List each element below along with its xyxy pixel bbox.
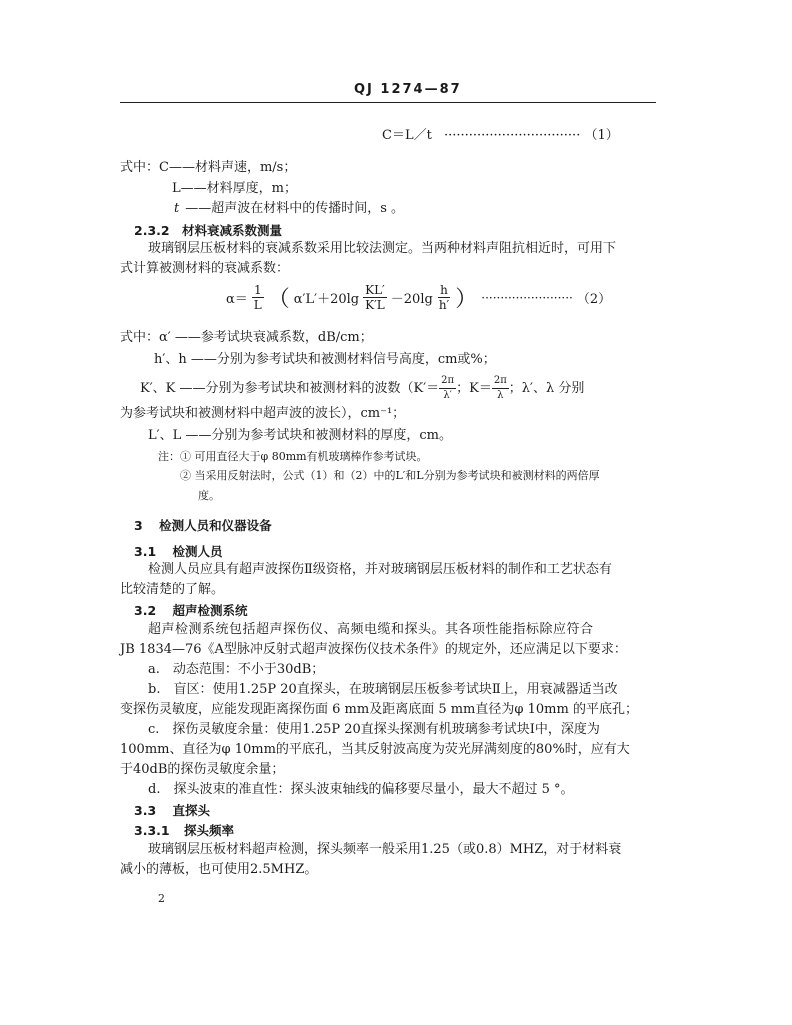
formula-2-term-2: －20lg bbox=[390, 292, 433, 307]
section-3-3-1-number: 3.3.1 bbox=[134, 823, 170, 838]
section-3-2-item-b-line-1: b. 盲区：使用1.25P 20直探头，在玻璃钢层压板参考试块Ⅱ上，用衰减器适当改 bbox=[148, 682, 618, 697]
where-2-k-fraction-2 bbox=[492, 374, 509, 403]
formula-2-fraction-1 bbox=[252, 283, 264, 312]
section-3-1-para-1: 检测人员应具有超声波探伤Ⅱ级资格，并对玻璃钢层压板材料的制作和工艺状态有 bbox=[148, 562, 612, 577]
section-3-1-para-2: 比较清楚的了解。 bbox=[120, 582, 225, 597]
note-1 bbox=[158, 448, 428, 464]
section-2-3-2-para-1: 玻璃钢层压板材料的衰减系数采用比较法测定。当两种材料声阻抗相近时，可用下 bbox=[148, 241, 617, 256]
formula-2-f3-num: h bbox=[440, 283, 448, 297]
where-2-k-f1-num: 2π bbox=[439, 374, 456, 389]
formula-2-f1-den: L bbox=[253, 298, 262, 312]
where-2-line-k bbox=[140, 374, 584, 403]
formula-2-f1-num: 1 bbox=[253, 283, 262, 297]
formula-2-leader: ························ bbox=[481, 290, 573, 305]
where-1-sym-c: C bbox=[159, 160, 169, 175]
where-1-line-c bbox=[120, 160, 296, 176]
section-3-2-item-c-line-1: c. 探伤灵敏度余量：使用1.25P 20直探头探测有机玻璃参考试块Ⅰ中，深度为 bbox=[148, 722, 600, 737]
where-2-k-f1-den: λ′ bbox=[443, 390, 452, 401]
section-2-3-2-para-2: 式计算被测材料的衰减系数： bbox=[120, 261, 290, 276]
note-1-text: ① 可用直径大于φ 80mm有机玻璃棒作参考试块。 bbox=[180, 450, 428, 463]
formula-1-number: （1） bbox=[584, 128, 619, 143]
formula-2 bbox=[226, 282, 611, 313]
formula-1-leader: ································· bbox=[443, 128, 581, 143]
section-3-2-heading bbox=[134, 601, 248, 619]
section-3-3-1-title: 探头频率 bbox=[183, 823, 234, 838]
section-3-3-1-para-1: 玻璃钢层压板材料超声检测，探头频率一般采用1.25（或0.8）MHZ，对于材料衰 bbox=[148, 842, 622, 857]
section-3-3-1-para-2: 减小的薄板，也可使用2.5MHZ。 bbox=[120, 862, 318, 877]
section-3-2-title: 超声检测系统 bbox=[172, 603, 248, 618]
section-3-1-heading bbox=[134, 542, 223, 560]
formula-1-text: C＝L／t bbox=[382, 128, 432, 143]
note-2-line-1: ② 当采用反射法时，公式（1）和（2）中的L′和L分别为参考试块和被测材料的两倍厚 bbox=[180, 469, 600, 482]
note-label: 注： bbox=[158, 450, 180, 463]
section-3-3-number: 3.3 bbox=[134, 803, 157, 818]
where-2-alpha: α′ ——参考试块衰减系数，dB/cm； bbox=[159, 330, 373, 345]
section-3-2-para-2: JB 1834—76《A型脉冲反射式超声波探伤仪技术条件》的规定外，还应满足以下要求： bbox=[120, 642, 627, 657]
formula-2-term-1: α′L′＋20lg bbox=[293, 292, 360, 307]
note-2-line-2: 度。 bbox=[198, 489, 220, 502]
formula-1 bbox=[382, 128, 619, 144]
where-2-k-f2-num: 2π bbox=[492, 374, 509, 389]
where-2-label: 式中： bbox=[120, 330, 160, 345]
section-3-heading bbox=[134, 516, 272, 534]
where-1-line-l bbox=[172, 181, 297, 197]
where-1-desc-c: ——材料声速，m/s； bbox=[168, 160, 297, 175]
page-number: 2 bbox=[158, 892, 165, 905]
where-2-line-k-2: 为参考试块和被测材料中超声波的波长），cm⁻¹； bbox=[120, 406, 406, 421]
section-3-2-item-c-line-2: 100mm、直径为φ 10mm的平底孔，当其反射波高度为荧光屏满刻度的80%时，应有大 bbox=[120, 742, 630, 757]
formula-2-open-paren: （ bbox=[267, 287, 290, 312]
where-1-line-t bbox=[174, 201, 404, 217]
where-2-k-fraction-1 bbox=[439, 374, 456, 403]
where-2-k-mid: ；K＝ bbox=[456, 380, 492, 396]
where-2-line-l: L′、L ——分别为参考试块和被测材料的厚度，cm。 bbox=[148, 428, 452, 443]
section-3-3-1-heading bbox=[134, 821, 234, 839]
section-3-2-item-b-line-2: 变探伤灵敏度，应能发现距离探伤面 6 mm及距离底面 5 mm直径为φ 10mm 的平底孔； bbox=[120, 702, 638, 717]
formula-2-f2-den: K′L bbox=[365, 298, 385, 312]
where-2-k-suffix: ；λ′、λ 分别 bbox=[508, 380, 585, 396]
section-2-3-2-number: 2.3.2 bbox=[134, 223, 170, 238]
where-1-sym-t: t bbox=[174, 201, 180, 216]
section-3-3-heading bbox=[134, 801, 210, 819]
formula-2-lhs: α＝ bbox=[226, 292, 248, 307]
section-3-2-para-1: 超声检测系统包括超声探伤仪、高频电缆和探头。其各项性能指标除应符合 bbox=[148, 622, 594, 637]
section-3-2-number: 3.2 bbox=[134, 603, 157, 618]
section-3-2-item-a: a. 动态范围：不小于30dB； bbox=[148, 662, 325, 677]
section-3-1-number: 3.1 bbox=[134, 544, 157, 559]
where-2-line-alpha bbox=[120, 330, 373, 346]
formula-2-close-paren: ） bbox=[455, 287, 478, 312]
section-3-number: 3 bbox=[134, 518, 143, 533]
header-rule bbox=[120, 102, 656, 103]
section-3-3-title: 直探头 bbox=[172, 803, 211, 818]
where-1-sym-l: L bbox=[172, 181, 181, 196]
where-2-line-h: h′、h ——分别为参考试块和被测材料信号高度，cm或%； bbox=[154, 352, 496, 367]
formula-2-f3-den: h′ bbox=[438, 298, 450, 312]
section-3-title: 检测人员和仪器设备 bbox=[159, 518, 272, 533]
formula-2-fraction-2 bbox=[363, 283, 387, 312]
standard-code: QJ 1274—87 bbox=[354, 82, 462, 97]
section-3-1-title: 检测人员 bbox=[172, 544, 223, 559]
section-3-2-item-d: d. 探头波束的准直性：探头波束轴线的偏移要尽量小，最大不超过 5 °。 bbox=[148, 782, 574, 797]
where-1-desc-l: ——材料厚度，m； bbox=[180, 181, 297, 196]
formula-2-number: （2） bbox=[576, 292, 612, 307]
where-1-label: 式中： bbox=[120, 160, 160, 175]
where-1-desc-t: ——超声波在材料中的传播时间，s 。 bbox=[185, 201, 405, 216]
section-2-3-2-heading bbox=[134, 221, 282, 239]
formula-2-fraction-3 bbox=[437, 283, 451, 312]
section-2-3-2-title: 材料衰减系数测量 bbox=[181, 223, 282, 238]
formula-2-f2-num: KL′ bbox=[365, 283, 385, 297]
where-2-k-prefix: K′、K ——分别为参考试块和被测材料的波数（K′＝ bbox=[140, 380, 440, 396]
where-2-k-f2-den: λ bbox=[497, 390, 504, 401]
section-3-2-item-c-line-3: 于40dB的探伤灵敏度余量； bbox=[120, 762, 285, 777]
